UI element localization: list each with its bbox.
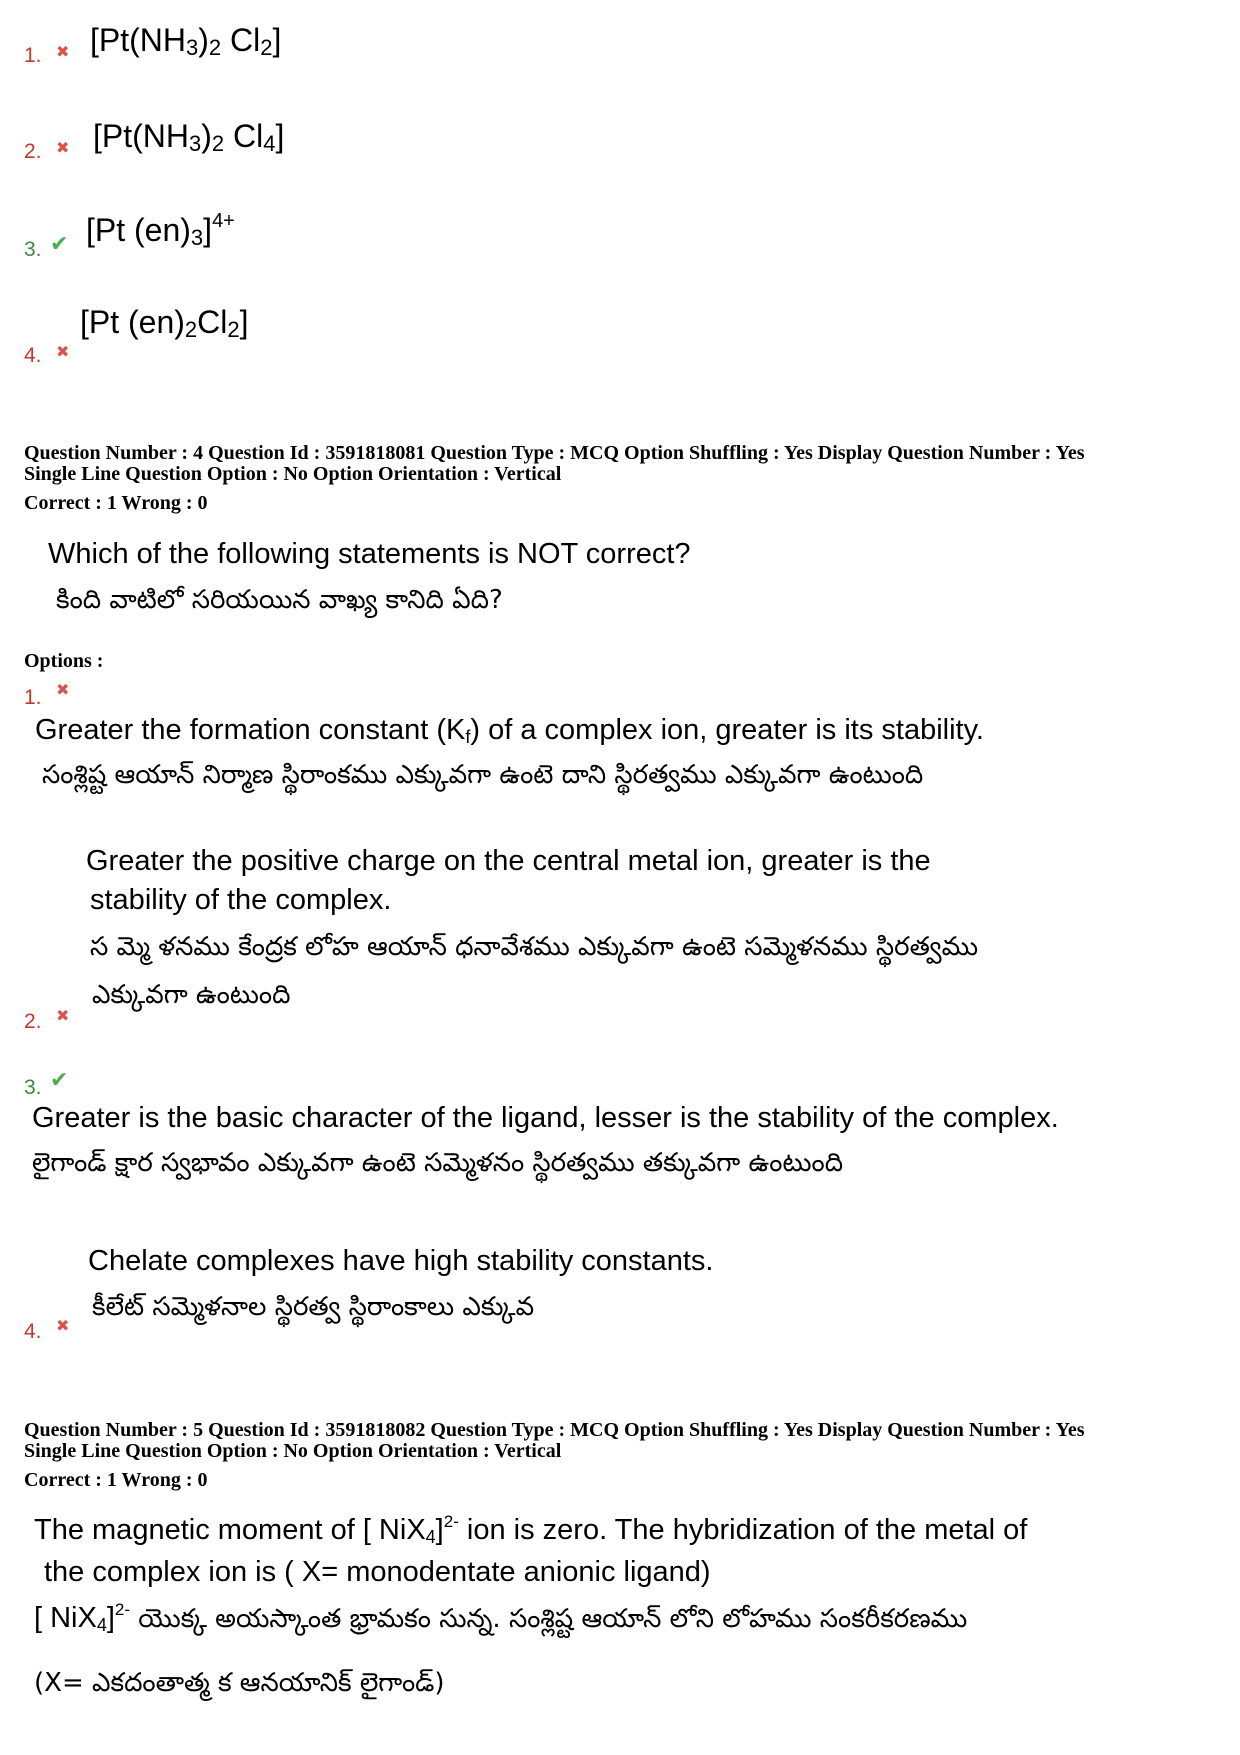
question-text-te: కింది వాటిలో సరియయిన వాఖ్య కానిది ఏది?: [56, 585, 503, 615]
wrong-cross-icon: ✖: [56, 342, 70, 361]
wrong-cross-icon: ✖: [56, 1316, 70, 1335]
formula-option-1: [$Pt(NH_3)_2$ $Cl_2$]: [90, 22, 282, 60]
option-3-text-en: Greater is the basic character of the ligand, lesser is the stability of the complex.: [32, 1102, 1059, 1134]
wrong-cross-icon: ✖: [56, 1006, 70, 1025]
option-2-text-en-line2: stability of the complex.: [90, 884, 392, 916]
formula-option-4: [Pt $(en)_2Cl_2$]: [80, 304, 249, 342]
option-4-text-te: కీలేట్ సమ్మెళనాల స్థిరత్వ స్థిరాంకాలు ఎక్కువ: [92, 1292, 535, 1322]
question-meta-line2: Single Line Question Option : No Option Orientation : Vertical: [24, 1440, 562, 1462]
options-label: Options :: [24, 650, 104, 672]
wrong-cross-icon: ✖: [56, 42, 70, 61]
option-2-text-te-line2: ఎక్కువగా ఉంటుంది: [92, 980, 291, 1010]
option-number: 2.: [24, 140, 42, 163]
option-number: 2.: [24, 1010, 42, 1033]
wrong-cross-icon: ✖: [56, 138, 70, 157]
option-number: 4.: [24, 344, 42, 367]
question-text-te-line2: (X= ఎకదంతాత్మ క ఆనయానిక్ లైగాండ్): [34, 1668, 445, 1698]
question-meta-line1: Question Number : 5 Question Id : 3591818082 Question Type : MCQ Option Shuffling : Yes Display Question Number : Yes: [24, 1419, 1085, 1441]
option-number: 4.: [24, 1320, 42, 1343]
option-1-text-te: సంశ్లిష్ట ఆయాన్ నిర్మాణ స్థిరాంకము ఎక్కువగా ఉంటె దాని స్థిరత్వము ఎక్కువగా ఉంటుంది: [42, 760, 924, 790]
question-text-en: Which of the following statements is NOT correct?: [48, 538, 691, 570]
question-meta-line1: Question Number : 4 Question Id : 3591818081 Question Type : MCQ Option Shuffling : Yes Display Question Number : Yes: [24, 442, 1085, 464]
option-number: 3.: [24, 1076, 42, 1099]
question-score: Correct : 1 Wrong : 0: [24, 1469, 208, 1491]
option-1-text-en: Greater the formation constant $(K_f)$ of a complex ion, greater is its stability.: [35, 714, 984, 747]
correct-check-icon: ✔: [50, 1068, 69, 1093]
option-4-text-en: Chelate complexes have high stability constants.: [88, 1245, 714, 1277]
formula-option-2: [$Pt(NH_3)_2$ $Cl_4$]: [93, 118, 285, 156]
option-number: 1.: [24, 44, 42, 67]
option-number: 3.: [24, 238, 42, 261]
correct-check-icon: ✔: [50, 232, 69, 257]
question-text-te-line1: [ NiX$_4$]$^{2-}$ యొక్క అయస్కాంత భ్రామకం సున్న. సంశ్లిష్ట ఆయాన్ లోని లోహము సంకరీకరణము: [34, 1600, 968, 1635]
question-meta-line2: Single Line Question Option : No Option Orientation : Vertical: [24, 463, 562, 485]
question-text-en-line2: the complex ion is ( X= monodentate anionic ligand): [44, 1556, 711, 1588]
formula-option-3: [Pt $(en)_3]^{4+}$: [86, 210, 235, 250]
option-number: 1.: [24, 686, 42, 709]
option-2-text-en-line1: Greater the positive charge on the central metal ion, greater is the: [86, 845, 931, 877]
option-2-text-te-line1: స మ్మె ళనము కేంద్రక లోహ ఆయాన్ ధనావేశము ఎక్కువగా ఉంటె సమ్మెళనము స్థిరత్వము: [90, 932, 979, 962]
option-3-text-te: లైగాండ్ క్షార స్వభావం ఎక్కువగా ఉంటె సమ్మెళనం స్థిరత్వము తక్కువగా ఉంటుంది: [32, 1148, 844, 1178]
question-text-en-line1: The magnetic moment of [ NiX$_4$]$^{2-}$ ion is zero. The hybridization of the metal of: [34, 1512, 1028, 1547]
question-score: Correct : 1 Wrong : 0: [24, 492, 208, 514]
wrong-cross-icon: ✖: [56, 680, 70, 699]
